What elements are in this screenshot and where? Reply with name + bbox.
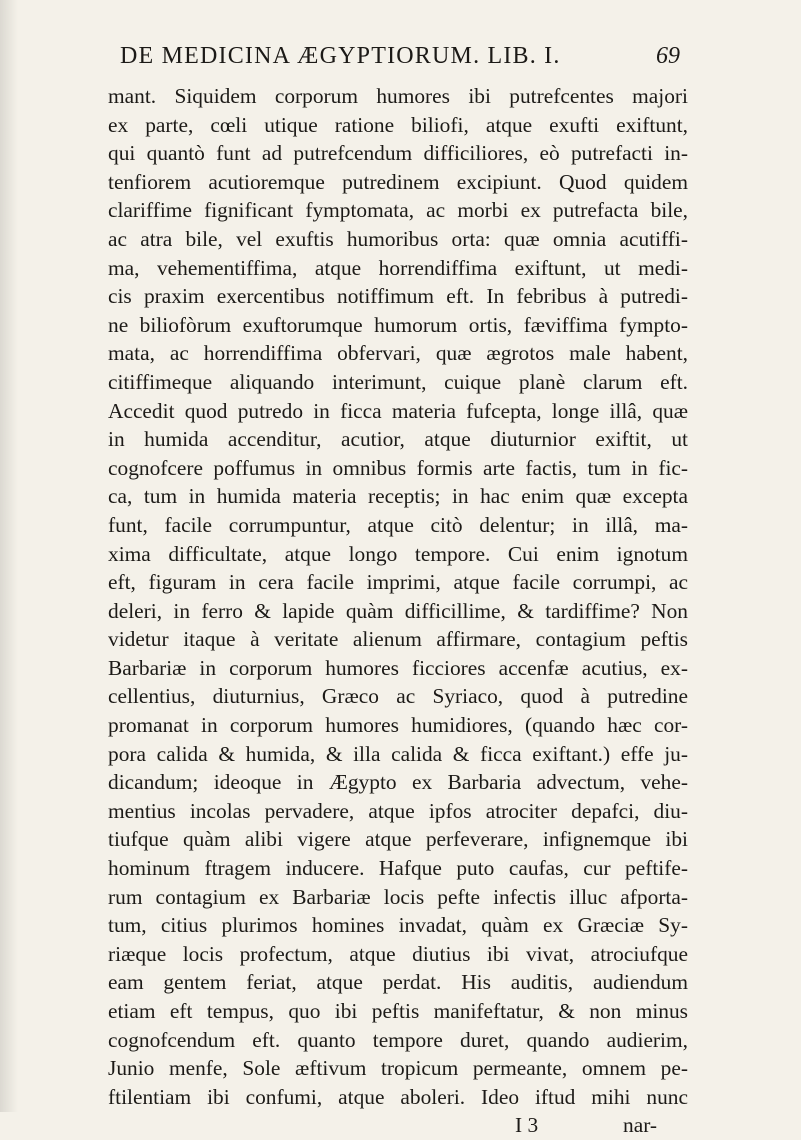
text-line: qui quantò funt ad putrefcendum difficiliores, eò putrefacti in- xyxy=(108,141,688,166)
text-line: cognofcendum eft. quanto tempore duret, quando audierim, xyxy=(108,1027,688,1052)
catchword: nar- xyxy=(623,1113,658,1138)
body-text xyxy=(108,82,688,1140)
text-line: tum, citius plurimos homines invadat, quàm ex Græciæ Sy- xyxy=(108,913,688,938)
text-line: ex parte, cœli utique ratione biliofi, atque exufti exiftunt, xyxy=(108,112,688,137)
text-line: Junio menfe, Sole æftivum tropicum permeante, omnem pe- xyxy=(108,1056,688,1081)
text-line: ne biliofòrum exuftorumque humorum ortis, fæviffima fympto- xyxy=(108,312,688,337)
running-head: DE MEDICINA ÆGYPTIORUM. LIB. I. xyxy=(120,43,561,69)
text-line: tenfiorem acutioremque putredinem excipiunt. Quod quidem xyxy=(108,169,688,194)
text-line: cognofcere poffumus in omnibus formis arte factis, tum in fic- xyxy=(108,455,688,480)
text-line: etiam eft tempus, quo ibi peftis manifeftatur, & non minus xyxy=(108,999,688,1023)
signature-mark: I 3 xyxy=(515,1113,539,1138)
footer-line xyxy=(108,1111,688,1140)
text-line: Barbariæ in corporum humores ficciores accenfæ acutius, ex- xyxy=(108,655,688,680)
text-line: in humida accenditur, acutior, atque diuturnior exiftit, ut xyxy=(108,427,688,452)
page-header xyxy=(120,43,680,73)
text-line: tiufque quàm alibi vigere atque perfeverare, infignemque ibi xyxy=(108,827,688,852)
text-line: videtur itaque à veritate alienum affirmare, contagium peftis xyxy=(108,627,688,652)
text-line: citiffimeque aliquando interimunt, cuique planè clarum eft. xyxy=(108,369,688,394)
text-line: mata, ac horrendiffima obfervari, quæ ægrotos male habent, xyxy=(108,341,688,366)
text-line: rum contagium ex Barbariæ locis pefte infectis illuc afporta- xyxy=(108,884,688,909)
text-line: ca, tum in humida materia receptis; in hac enim quæ excepta xyxy=(108,484,688,509)
text-line: mant. Siquidem corporum humores ibi putrefcentes majori xyxy=(108,84,688,108)
text-line: promanat in corporum humores humidiores, (quando hæc cor- xyxy=(108,713,688,738)
text-line: cis praxim exercentibus notiffimum eft. In febribus à putredi- xyxy=(108,284,688,309)
text-line: dicandum; ideoque in Ægypto ex Barbaria advectum, vehe- xyxy=(108,770,688,795)
text-line: clariffime fignificant fymptomata, ac morbi ex putrefacta bile, xyxy=(108,198,688,223)
text-line: eft, figuram in cera facile imprimi, atque facile corrumpi, ac xyxy=(108,570,688,595)
text-line: ftilentiam ibi confumi, atque aboleri. Ideo iftud mihi nunc xyxy=(108,1084,688,1109)
page-number: 69 xyxy=(656,43,680,69)
text-line: ma, vehementiffima, atque horrendiffima exiftunt, ut medi- xyxy=(108,255,688,280)
text-line: cellentius, diuturnius, Græco ac Syriaco, quod à putredine xyxy=(108,684,688,709)
text-line: deleri, in ferro & lapide quàm difficillime, & tardiffime? Non xyxy=(108,598,688,623)
text-line: mentius incolas pervadere, atque ipfos atrociter depafci, diu- xyxy=(108,798,688,823)
text-line: hominum ftragem inducere. Hafque puto caufas, cur peftife- xyxy=(108,856,688,881)
text-line: funt, facile corrumpuntur, atque citò delentur; in illâ, ma- xyxy=(108,512,688,537)
text-line: riæque locis profectum, atque diutius ibi vivat, atrociufque xyxy=(108,941,688,966)
text-line: eam gentem feriat, atque perdat. His auditis, audiendum xyxy=(108,970,688,995)
text-line: pora calida & humida, & illa calida & ficca exiftant.) effe ju- xyxy=(108,741,688,766)
text-line: xima difficultate, atque longo tempore. Cui enim ignotum xyxy=(108,541,688,566)
spine-shadow xyxy=(0,0,18,1112)
text-line: ac atra bile, vel exuftis humoribus orta: quæ omnia acutiffi- xyxy=(108,226,688,251)
text-line: Accedit quod putredo in ficca materia fufcepta, longe illâ, quæ xyxy=(108,398,688,423)
